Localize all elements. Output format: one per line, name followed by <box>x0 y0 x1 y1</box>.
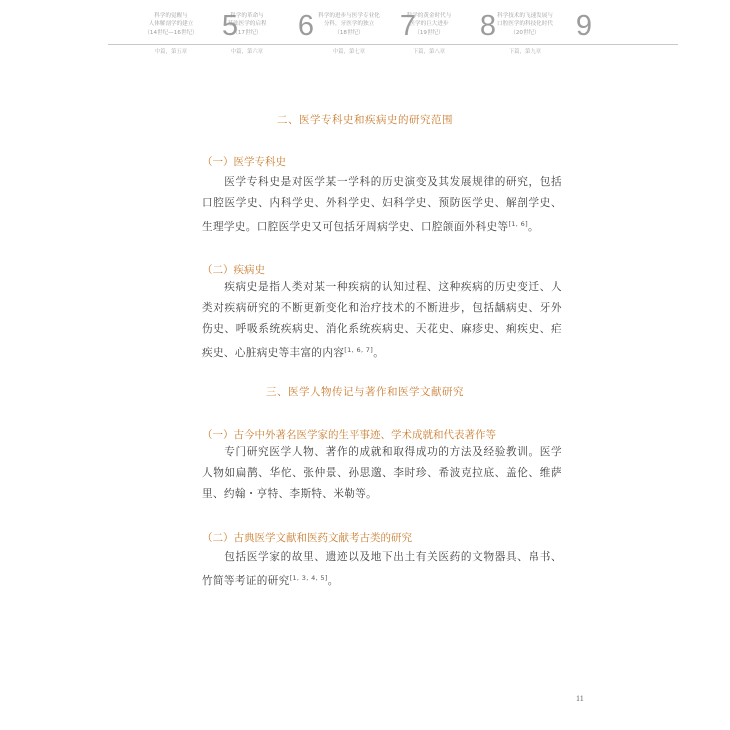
nav-chapter-part: 下篇，第八章 <box>412 49 446 55</box>
subsection-heading: （一）医学专科史 <box>202 156 286 168</box>
nav-chapter-number: 8 <box>479 10 496 42</box>
nav-chapter-title: 科学技术的飞速发展与 口腔医学的科技化时代 （20世纪） <box>497 13 553 36</box>
nav-chapter-8[interactable] <box>398 10 498 60</box>
nav-chapter-part: 中篇，第七章 <box>332 49 366 55</box>
nav-chapter-title: 科学的革命与 基础医学的启程 （17世纪） <box>227 13 267 36</box>
nav-chapter-number: 9 <box>575 10 592 42</box>
chapter-navigation <box>0 0 730 64</box>
section-heading: 三、医学人物传记与著作和医学文献研究 <box>266 386 464 398</box>
subsection-heading: （二）疾病史 <box>202 264 265 276</box>
subsection-heading: （一）古今中外著名医学家的生平事迹、学术成就和代表著作等 <box>202 429 496 441</box>
page-number: 11 <box>576 694 584 703</box>
section-heading: 二、医学专科史和疾病史的研究范围 <box>277 114 453 126</box>
subsection-heading: （二）古典医学文献和医药文献考古类的研究 <box>202 532 412 544</box>
body-paragraph: 包括医学家的故里、遗迹以及地下出土有关医药的文物器具、帛书、竹简等考证的研究[1, 3, 4, 5]。 <box>202 551 562 587</box>
nav-chapter-part: 中篇，第五章 <box>154 49 188 55</box>
nav-chapter-part: 中篇，第六章 <box>230 49 264 55</box>
citation-ref: [1, 6, 7] <box>344 346 374 354</box>
nav-chapter-number: 6 <box>297 10 314 42</box>
nav-chapter-title: 科学的进步与医学专业化 分科，牙医学的独立 （18世纪） <box>318 13 380 36</box>
body-paragraph: 医学专科史是对医学某一学科的历史演变及其发展规律的研究，包括口腔医学史、内科学史、外科学史、妇科学史、预防医学史、解剖学史、生理学史。口腔医学史又可包括牙周病学史、口腔颌面外科史等[1, 6]。 <box>202 176 562 233</box>
nav-chapter-title: 科学的黄金时代与 医学的巨大进步 （19世纪） <box>406 13 452 36</box>
nav-chapter-number: 7 <box>399 10 416 42</box>
nav-chapter-9[interactable] <box>494 10 594 60</box>
citation-ref: [1, 6] <box>508 220 529 228</box>
nav-chapter-number: 5 <box>221 10 238 42</box>
citation-ref: [1, 3, 4, 5] <box>289 574 328 582</box>
nav-chapter-part: 下篇，第九章 <box>508 49 542 55</box>
nav-chapter-title: 科学的觉醒与 人体解剖学的建立 （14世纪—16世纪） <box>144 13 198 36</box>
body-paragraph: 疾病史是指人类对某一种疾病的认知过程、这种疾病的历史变迁、人类对疾病研究的不断更新变化和治疗技术的不断进步，包括龋病史、牙外伤史、呼吸系统疾病史、消化系统疾病史、天花史、麻疹史、痢疾史、疟疾史、心脏病史等丰富的内容[1, 6, 7]。 <box>202 281 562 359</box>
body-paragraph: 专门研究医学人物、著作的成就和取得成功的方法及经验教训。医学人物如扁鹊、华佗、张仲景、孙思邈、李时珍、希波克拉底、盖伦、维萨里、约翰・亨特、李斯特、米勒等。 <box>202 446 562 500</box>
nav-chapter-6[interactable] <box>216 10 316 60</box>
